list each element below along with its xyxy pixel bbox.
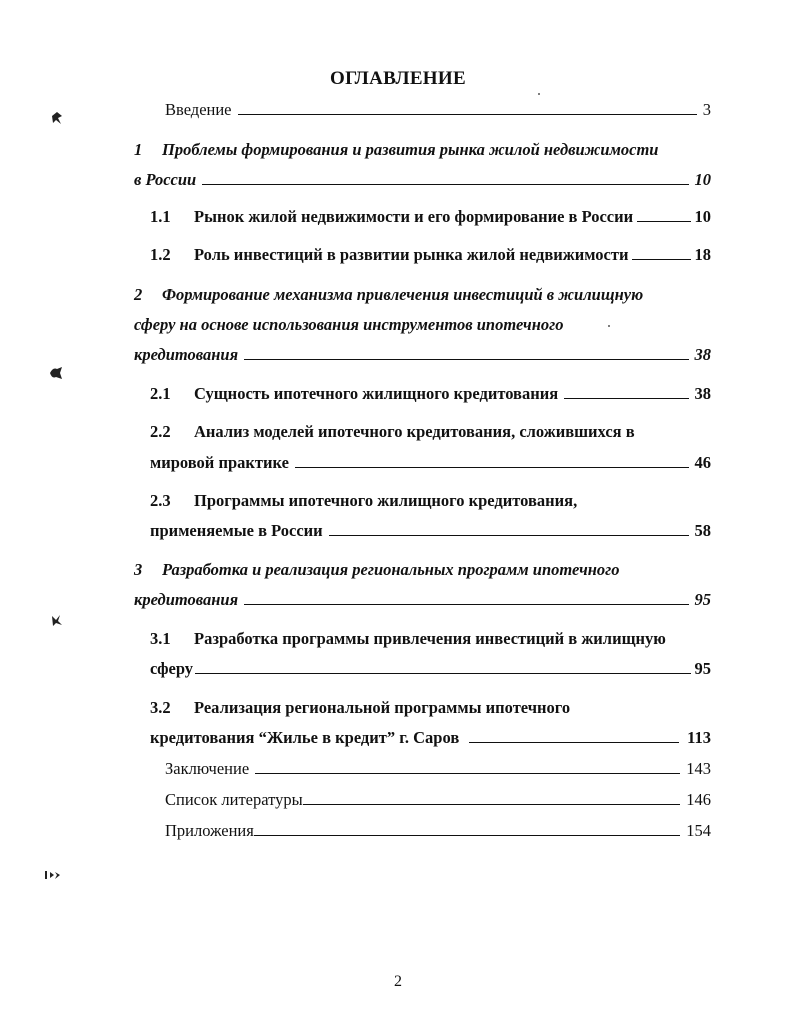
toc-entry-label: Список литературы [165,790,303,809]
toc-leader [469,742,679,743]
toc-chapter-1-line2 [134,170,711,190]
toc-entry-label: Заключение [165,759,250,778]
toc-page-number: 46 [694,453,711,472]
toc-section-3-2-line2 [150,728,711,748]
toc-chapter-2-line2 [134,315,563,335]
toc-chapter-3-line1 [134,560,620,580]
toc-leader [255,773,680,774]
toc-leader [244,604,688,605]
toc-entry-label: Анализ моделей ипотечного кредитования, сложившихся в [194,422,635,441]
toc-entry-label: кредитования [134,590,239,609]
toc-entry-label: Формирование механизма привлечения инвестиций в жилищную [162,285,644,304]
toc-page-number: 95 [694,590,711,609]
toc-entry-label: Разработка программы привлечения инвестиций в жилищную [194,629,666,648]
toc-entry-label: в России [134,170,197,189]
toc-page-number: 38 [694,345,711,364]
toc-page-number: 10 [694,170,711,189]
toc-chapter-2-line1 [134,285,643,305]
toc-entry-label: Сущность ипотечного жилищного кредитования [194,384,559,403]
toc-entry-label: Рынок жилой недвижимости и его формирование в России [194,207,634,226]
toc-entry-label: Программы ипотечного жилищного кредитования, [194,491,578,510]
toc-entry-label: Приложения [165,821,254,840]
toc-leader [303,804,681,805]
toc-chapter-1-line1 [134,140,658,160]
toc-entry-label: кредитования [134,345,239,364]
toc-leader [637,221,690,222]
toc-section-3-1-line2 [150,659,711,679]
toc-chapter-number: 1 [134,140,143,159]
toc-section-number: 3.2 [150,698,171,717]
toc-entry-intro [165,100,711,120]
toc-chapter-3-line2 [134,590,711,610]
toc-entry-references [165,790,711,810]
toc-section-2-3-line2 [150,521,711,541]
toc-page-number: 3 [702,100,711,119]
toc-section-1-2 [150,245,711,265]
toc-section-2-2-line2 [150,453,711,473]
toc-chapter-2-line3 [134,345,711,365]
toc-section-1-1 [150,207,711,227]
toc-page-number: 18 [694,245,711,264]
scan-speck [538,93,540,95]
scan-smudge-icon [48,365,64,381]
toc-entry-label: Роль инвестиций в развитии рынка жилой недвижимости [194,245,629,264]
toc-page-number: 143 [686,759,711,778]
toc-chapter-number: 2 [134,285,143,304]
toc-leader [254,835,680,836]
toc-entry-label: применяемые в России [150,521,323,540]
toc-page-number: 10 [694,207,711,226]
toc-section-number: 2.1 [150,384,171,403]
toc-section-3-1-line1 [150,629,666,649]
toc-entry-label: Введение [165,100,232,119]
scan-smudge-icon [50,612,64,628]
toc-page-number: 113 [687,728,711,747]
toc-page-number: 146 [686,790,711,809]
toc-leader [244,359,688,360]
toc-entry-label: мировой практике [150,453,289,472]
toc-leader [632,259,690,260]
scan-speck [608,325,610,327]
toc-section-number: 2.2 [150,422,171,441]
toc-leader [238,114,697,115]
page-number: 2 [394,973,402,990]
toc-page-number: 38 [694,384,711,403]
toc-page-number: 58 [694,521,711,540]
scan-smudge-icon [50,110,64,126]
toc-entry-label: Разработка и реализация региональных программ ипотечного [162,560,620,579]
toc-section-3-2-line1 [150,698,570,718]
toc-section-number: 3.1 [150,629,171,648]
toc-entry-label: кредитования “Жилье в кредит” г. Саров [150,728,460,747]
toc-entry-appendices [165,821,711,841]
toc-page-number: 154 [686,821,711,840]
toc-leader [195,673,690,674]
page-title: ОГЛАВЛЕНИЕ [330,68,466,89]
toc-entry-label: сферу на основе использования инструментов ипотечного [134,315,564,334]
toc-entry-label: Реализация региональной программы ипотечного [194,698,571,717]
toc-section-2-3-line1 [150,491,577,511]
toc-entry-label: сферу [150,659,194,678]
toc-leader [564,398,688,399]
toc-chapter-number: 3 [134,560,143,579]
toc-leader [202,184,688,185]
toc-section-number: 2.3 [150,491,171,510]
toc-section-2-1 [150,384,711,404]
toc-section-number: 1.2 [150,245,171,264]
toc-page-number: 95 [694,659,711,678]
toc-entry-conclusion [165,759,711,779]
toc-section-2-2-line1 [150,422,635,442]
scan-smudge-icon [44,868,62,882]
toc-leader [329,535,689,536]
toc-entry-label: Проблемы формирования и развития рынка жилой недвижимости [162,140,659,159]
toc-leader [295,467,689,468]
toc-section-number: 1.1 [150,207,171,226]
